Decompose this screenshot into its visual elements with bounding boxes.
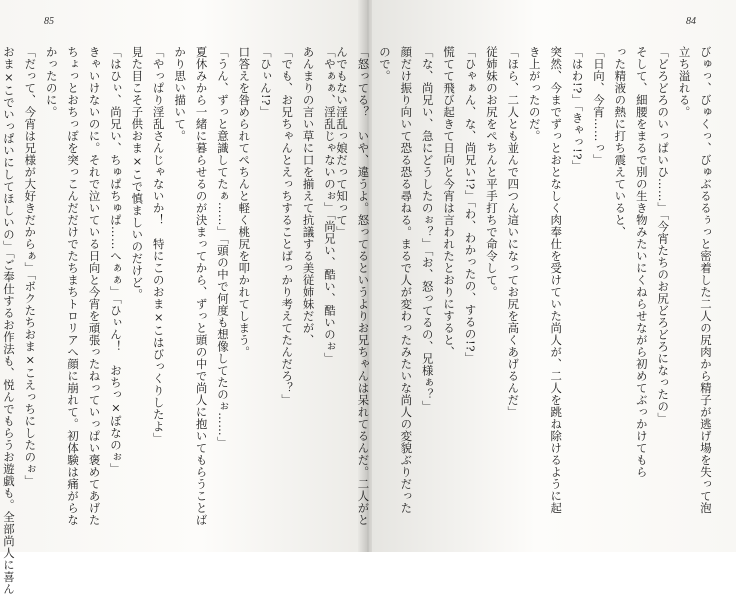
right-page-text-line: き上がったのだ。: [527, 46, 542, 142]
right-page-text-line: んでもない淫乱っ娘だって知って」: [335, 46, 350, 238]
left-page-text-line: 「やぁぁ、淫乱じゃないのぉ」「尚兄い、酷い、酷いのぉ」: [323, 46, 337, 365]
right-page-text-line: 慌てて飛び起きて日向と今宵は言われたとおりにすると、: [442, 46, 457, 358]
left-page-text-line: 「はひぃ、尚兄い、ちゅぱちゅぱ……へぁぁ」「ひぃん！ おちっ×ぽなのぉ」: [108, 46, 123, 475]
left-page-text-line: きゃいけないのに。それで泣いている日向と今宵を頑張ったねっていっぱい褒めてあげた: [87, 46, 102, 526]
left-page-text-line: かったのに。: [44, 46, 59, 118]
right-page-text-line: 顔だけ振り向いて恐る恐る尋ねる。まるで人が変わったみたいな尚人の変貌ぶりだった: [399, 46, 414, 514]
left-page-text-line: 夏休みから一緒に暮らせるのが決まってから、ずっと頭の中で尚人に抱いてもらうことば: [194, 46, 209, 526]
right-page-text-line: びゅっ、びゅくっ、びゅぶるるぅっと密着した二人の尻肉から精子が逃げ場を失って泡: [699, 46, 713, 514]
right-page-text-line: った精液の熱に打ち震えていると、: [613, 46, 628, 238]
left-page-text-line: あんまりの言い草に口を揃えて抗議する美従姉妹だが、: [301, 46, 316, 346]
right-page-text-line: 「日向、今宵……っ」: [591, 46, 606, 166]
left-page-text-line: おま×こでいっぱいにしてほしいの」「ご奉仕するお作法も、悦んでもらうお遊戯も。全部尚人に喜ん: [1, 46, 16, 595]
right-page-text-line: 「はわ!?」「きゃっ!?」: [570, 46, 585, 173]
right-page-text-line: 「ひゃぁん、な、尚兄い!?」「わ、わかったの、するの!?」: [463, 46, 478, 365]
left-page-text-line: 口答えを咎められてぺちんと軽く桃尻を叩かれてしまう。: [237, 46, 252, 358]
left-page-text-line: 見た目こそ子供おま×こで慎ましいのだけど。: [130, 46, 145, 301]
right-page-text-line: 立ち溢れる。: [677, 46, 692, 118]
left-page-text-line: 「うん、ずっと意識してたぁ……」「頭の中で何度も想像してたのぉ……」: [215, 46, 230, 449]
left-page-text-line: 「やっぱり淫乱さんじゃないか！ 特にこのおま×こはびっくりしたよ」: [151, 46, 166, 445]
left-page-text: [1, 46, 340, 595]
left-page-number: 85: [44, 16, 54, 27]
right-page-text-line: 突然、今までずっとおとなしく肉奉仕を受けていた尚人が、二人を跳ね除けるように起: [549, 46, 564, 514]
right-page-text-line: ので。: [377, 46, 392, 82]
left-page-text-line: 「だって、今宵は兄様が大好きだからぁ」「ボクたちおま×こえっちにしたのぉ」: [23, 46, 38, 487]
left-page-text-line: ちょっとおちっぽを突っこんだだけでたちまちトロリアへ顔に崩れて。初体験は痛がらな: [66, 46, 81, 526]
right-page-text-line: 「どろどろのいっぱいひ……」「今宵たちのお尻どろどろになったの」: [656, 46, 671, 425]
left-page-text-line: 「ひぃん!?」: [258, 46, 273, 118]
right-page-text-line: 「な、尚兄い、急にどうしたのぉ？」「お、怒ってるの、兄様ぁ？」: [420, 46, 435, 413]
right-page-text-line: 「怒ってる？ いや、違うよ。怒ってるというよりお兄ちゃんは呆れてるんだ。二人がと: [356, 46, 371, 526]
right-page-text-line: 従姉妹のお尻をぺちんと平手打ちで命令して。: [484, 46, 499, 298]
left-page-text-line: 「でも、お兄ちゃんとえっちすることばっかり考えてたんだろ？」: [280, 46, 295, 406]
right-page-text-line: 「ほら、二人とも並んで四つん這いになってお尻を高くあげるんだ」: [506, 46, 521, 418]
left-page-text-line: かり思い描いて。: [173, 46, 188, 142]
right-page-text: [335, 46, 716, 530]
right-page: [335, 0, 736, 552]
right-page-number: 84: [686, 16, 696, 27]
right-page-text-line: そして、細腰をまるで別の生き物みたいにくねらせながら初めてぶっかけてもら: [634, 46, 649, 478]
left-page: [0, 0, 364, 595]
